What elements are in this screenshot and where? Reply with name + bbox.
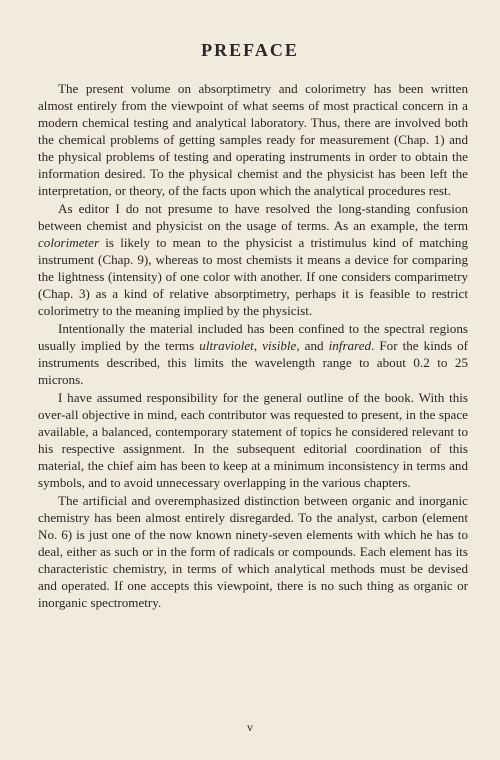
paragraph-3-text-a: Intentionally the material included has been confined to the spectral regions usually implied by the terms — [38, 321, 468, 353]
paragraph-2 — [38, 200, 468, 319]
paragraph-3-separator-2: , and — [296, 338, 329, 353]
term-colorimeter: colorimeter — [38, 235, 100, 250]
paragraph-1: The present volume on absorptimetry and colorimetry has been written almost entirely from the viewpoint of what seems of most practical concern in a modern chemical testing and analytical laboratory. Thus, there are involved both the chemical problems of getting samples ready for measurement (Chap. 1) and the physical problems of testing and operating instruments in order to obtain the information desired. To the physical chemist and the physicist has been left the interpretation, or theory, of the facts upon which the analytical procedures rest. — [38, 81, 468, 198]
paragraph-2-text-a: As editor I do not presume to have resolved the long-standing confusion between chemist and physicist on the usage of terms. As an example, the term — [38, 201, 468, 233]
page-number: v — [247, 720, 253, 734]
paragraph-3-separator-1: , — [253, 338, 263, 353]
paragraph-3 — [38, 320, 468, 388]
preface-body — [38, 80, 468, 611]
paragraph-4: I have assumed responsibility for the general outline of the book. With this over-all objective in mind, each contributor was requested to present, in the space available, a balanced, contemporary statement of topics he considered relevant to his respective assignment. In the subsequent editorial coordination of this material, the chief aim has been to keep at a minimum inconsistency in terms and symbols, and to avoid unnecessary overlapping in the various chapters. — [38, 390, 468, 490]
term-ultraviolet: ultraviolet — [199, 338, 254, 353]
page-title: PREFACE — [201, 40, 299, 60]
paragraph-2-text-b: is likely to mean to the physicist a tristimulus kind of matching instrument (Chap. 9), whereas to most chemists it means a device for comparing the lightness (intensity) of one color with another. If one considers comparimetry (Chap. 3) as a kind of relative absorptimetry, perhaps it is feasible to restrict colorimetry to the meaning implied by the physicist. — [38, 235, 468, 318]
paragraph-5: The artificial and overemphasized distinction between organic and inorganic chemistry has been almost entirely disregarded. To the analyst, carbon (element No. 6) is just one of the now known ninety-seven elements with which he has to deal, either as such or in the form of radicals or compounds. Each element has its characteristic chemistry, in terms of which analytical methods must be devised and operated. If one accepts this viewpoint, there is no such thing as organic or inorganic spectrometry. — [38, 493, 468, 610]
term-visible: visible — [262, 338, 297, 353]
paragraph-3-text-b: . For the kinds of instruments described, this limits the wavelength range to about 0.2 to 25 microns. — [38, 338, 469, 387]
term-infrared: infrared — [328, 338, 372, 353]
